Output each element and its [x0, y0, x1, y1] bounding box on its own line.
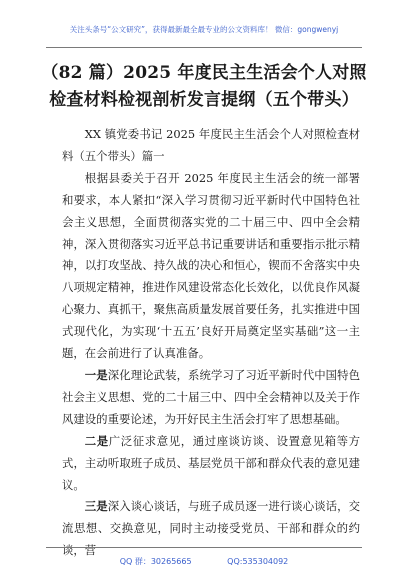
footer-qq-group: QQ 群：30265665 [119, 557, 192, 566]
title-line-2: 检查材料检视剖析发言提纲（五个带头） [49, 90, 359, 110]
item-text-1: 深化理论武装，系统学习了习近平新时代中国特色社会主义思想、党的二十届三中、四中全会精神以及关于作风建设的重要论述，为开好民主生活会打牢了思想基础。 [62, 367, 360, 426]
item-paragraph-1 [62, 365, 360, 431]
item-lead-2: 二是 [84, 433, 109, 448]
document-title [40, 60, 368, 114]
item-text-3: 深入谈心谈话，与班子成员逐一进行谈心谈话，交流思想、交换意见，同时主动接受党员、干部和群众的约谈，营 [62, 499, 360, 558]
item-lead-1: 一是 [84, 367, 108, 382]
item-paragraph-3 [62, 496, 360, 562]
document-subtitle: XX 镇党委书记 2025 年度民主生活会个人对照检查材料（五个带头）篇一 [62, 127, 360, 163]
item-lead-3: 三是 [84, 499, 108, 514]
footer-divider [46, 547, 362, 548]
header-divider [46, 47, 362, 48]
title-line-1: （82 篇）2025 年度民主生活会个人对照 [41, 63, 367, 83]
item-paragraph-2 [62, 431, 360, 497]
footer-contacts [0, 556, 408, 567]
item-text-2: 广泛征求意见，通过座谈访谈、设置意见箱等方式，主动听取班子成员、基层党员干部和群众代表的意见建议。 [62, 433, 360, 492]
header-banner: 关注头条号“公文研究”，获得最新最全最专业的公文资料库！ 微信：gongwenyj [69, 25, 339, 34]
footer-qq-number: QQ:535304092 [227, 557, 289, 566]
document-body [62, 124, 360, 562]
intro-paragraph: 根据县委关于召开 2025 年度民主生活会的统一部署和要求，本人紧扣“深入学习贯彻习近平新时代中国特色社会主义思想，全面贯彻落实党的二十届三中、四中全会精神，深入贯彻落实习近平总书记重要讲话和重要指示批示精神，以打攻坚战、持久战的决心和恒心，锲而不舍落实中央八项规定精神，推进作风建设常态化长效化，以优良作风凝心聚力、真抓干，聚焦高质量发展首要任务，扎实推进中国式现代化，为实现‘十五五’良好开局奠定坚实基础”这一主题，在会前进行了认真准备。 [62, 170, 360, 361]
